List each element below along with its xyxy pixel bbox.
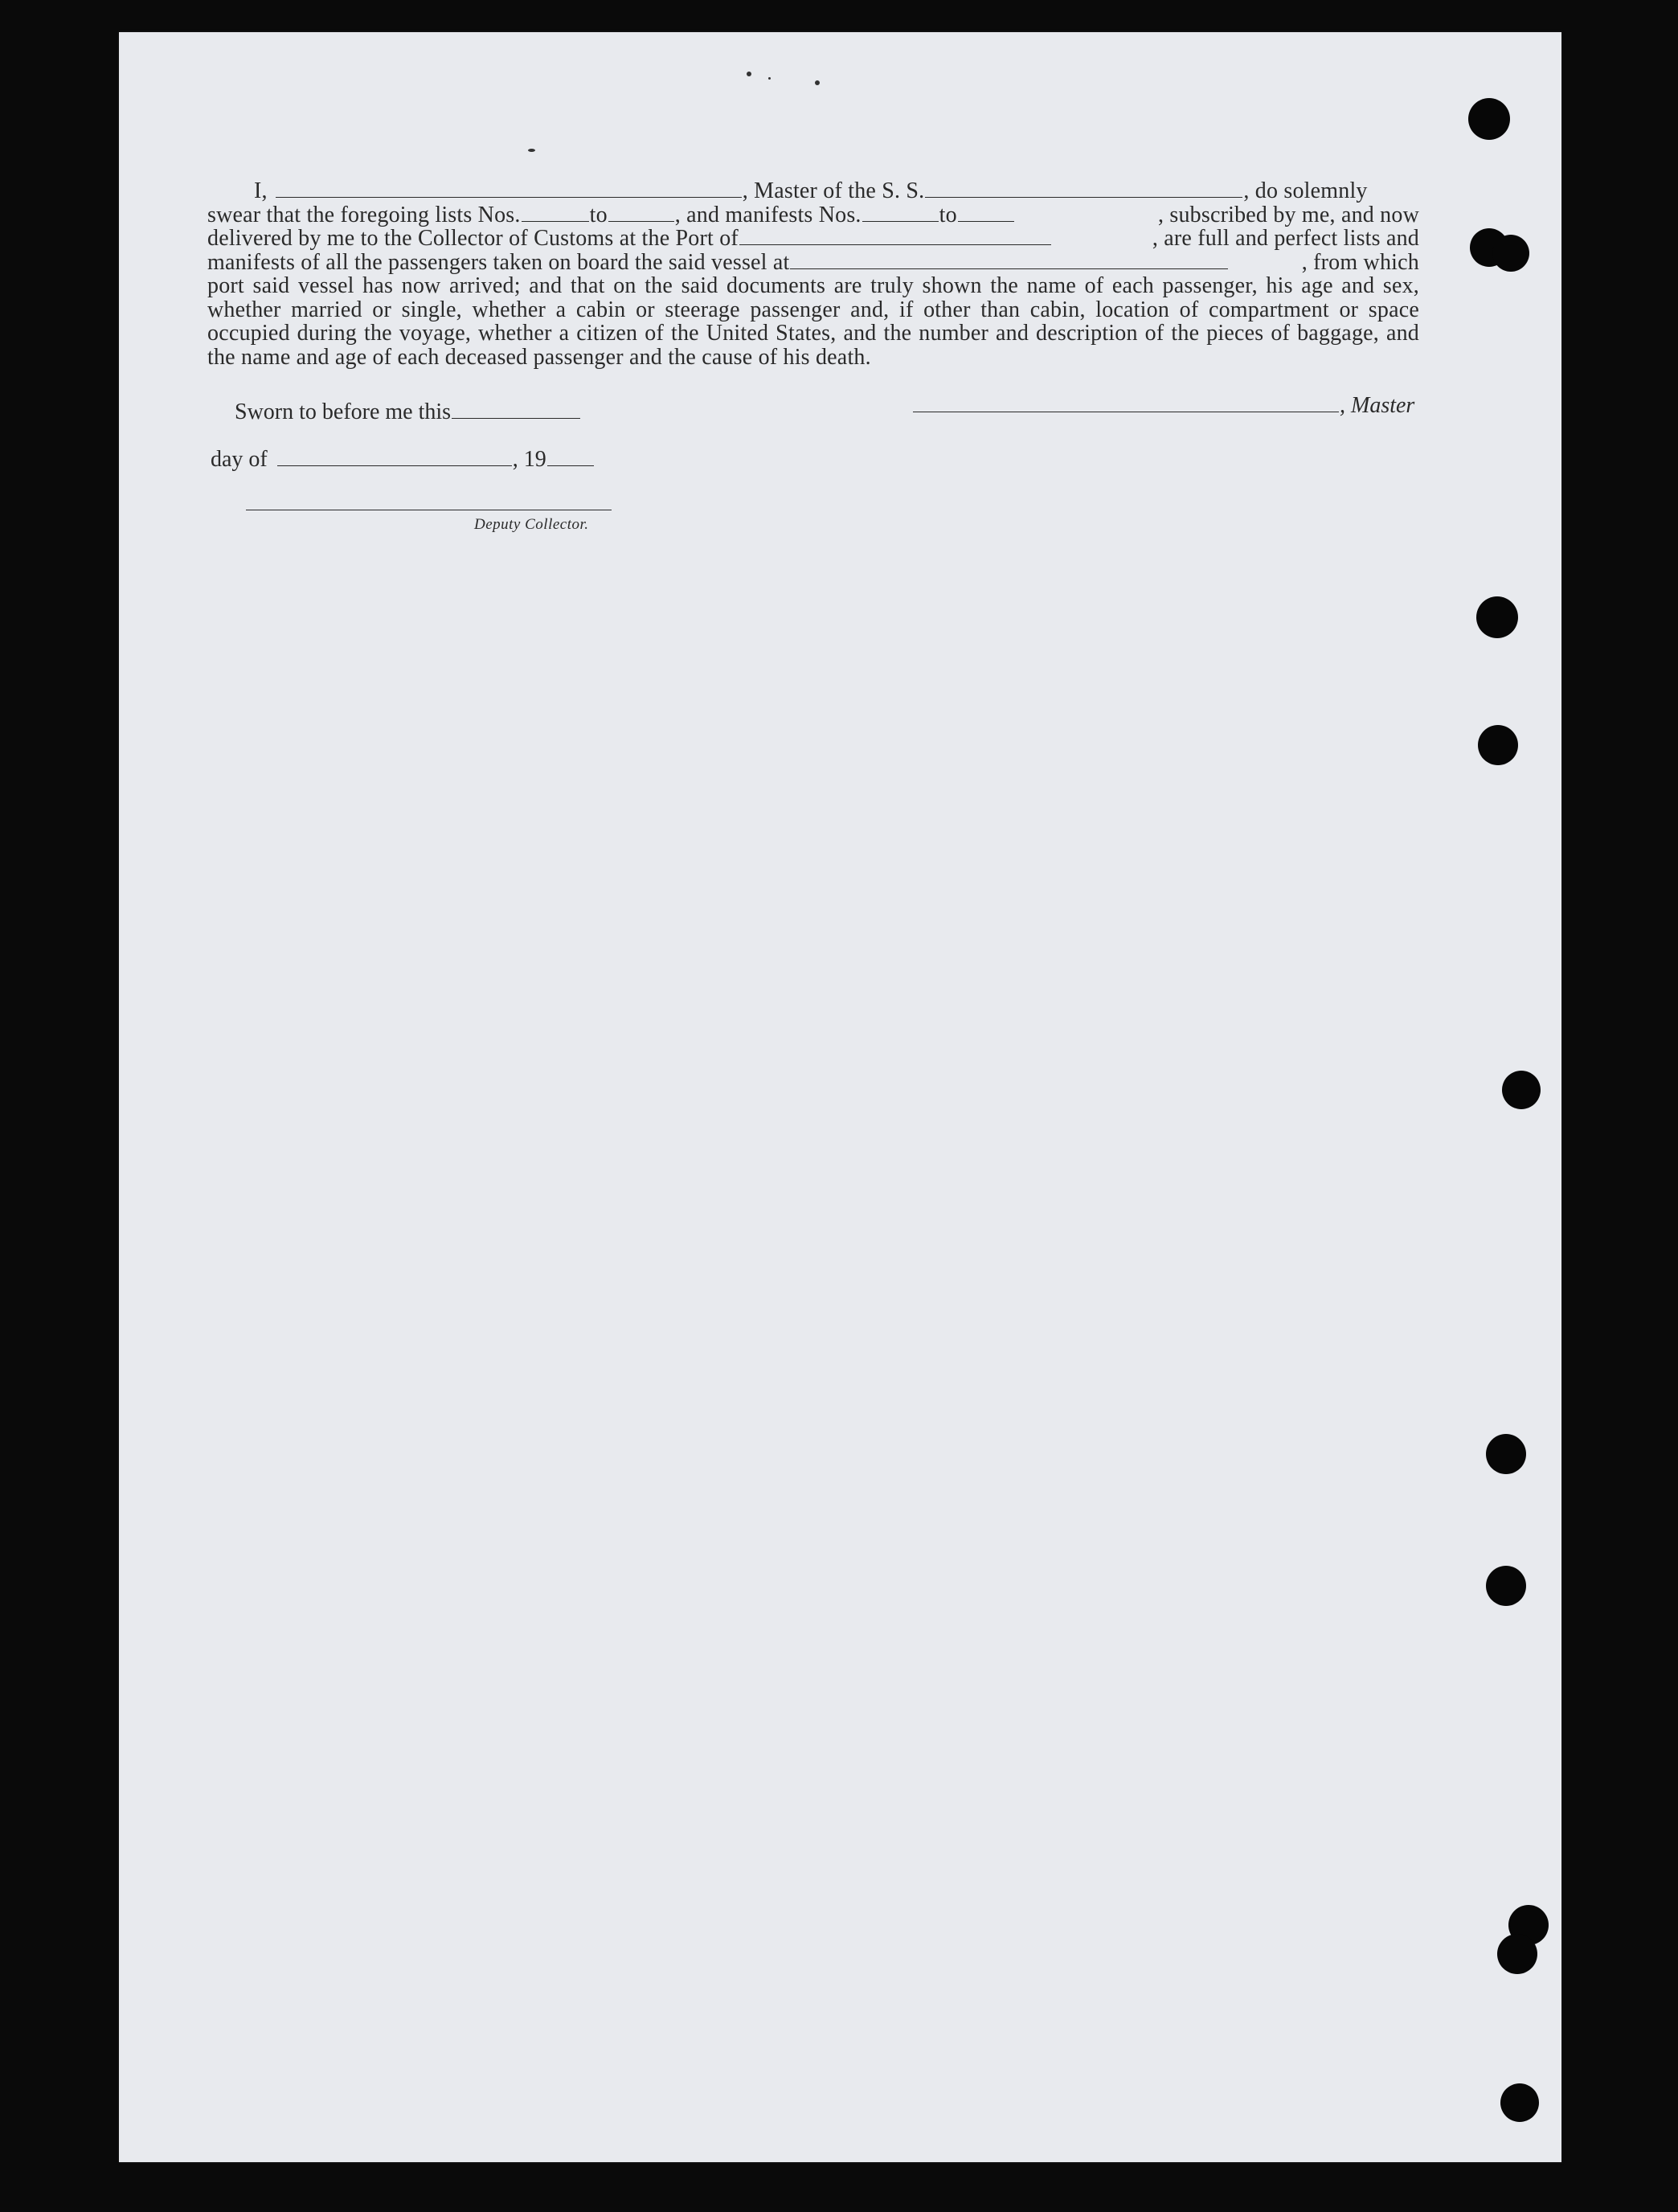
year-blank xyxy=(547,449,594,466)
manifests-nos-label: , and manifests Nos. xyxy=(674,202,862,227)
binding-hole xyxy=(1497,1934,1537,1974)
sworn-label: Sworn to before me this xyxy=(235,399,452,424)
lists-nos-label: swear that the foregoing lists Nos. xyxy=(207,202,521,227)
master-label: , Master xyxy=(1340,393,1415,418)
full-perfect-label: , are full and perfect lists and xyxy=(1152,226,1419,251)
lists-to-label: to xyxy=(589,202,608,227)
master-name-blank xyxy=(276,181,742,198)
binding-hole xyxy=(1486,1566,1526,1606)
sworn-row xyxy=(235,399,581,425)
port-blank xyxy=(739,228,1051,245)
oath-line-3 xyxy=(207,227,1419,251)
binding-hole xyxy=(1500,2083,1539,2122)
ink-speck xyxy=(768,77,771,80)
ink-speck xyxy=(528,149,535,152)
master-signature-row xyxy=(912,393,1414,419)
departure-port-blank xyxy=(790,252,1228,269)
master-of-ss-label: , Master of the S. S. xyxy=(742,178,925,203)
binding-hole xyxy=(1502,1071,1541,1109)
month-blank xyxy=(277,449,512,466)
day-of-label: day of xyxy=(211,447,268,472)
binding-hole xyxy=(1486,1434,1526,1474)
taken-on-board-label: manifests of all the passengers taken on board the said vessel at xyxy=(207,249,790,275)
port-of-label: delivered by me to the Collector of Customs at the Port of xyxy=(207,226,739,251)
oath-line-2 xyxy=(207,203,1419,227)
from-which-label: , from which xyxy=(1301,249,1419,275)
binding-hole xyxy=(1492,235,1529,272)
lists-from-blank xyxy=(522,205,589,222)
subscribed-label: , subscribed by me, and now xyxy=(1157,202,1419,227)
manifests-to-blank xyxy=(958,205,1014,222)
manifests-from-blank xyxy=(862,205,939,222)
lists-to-blank xyxy=(608,205,674,222)
manifests-to-label: to xyxy=(939,202,957,227)
binding-hole xyxy=(1468,98,1510,140)
sworn-day-blank xyxy=(452,402,580,419)
ink-speck xyxy=(747,72,751,76)
day-of-row xyxy=(211,447,595,473)
deputy-collector-label: Deputy Collector. xyxy=(474,516,589,533)
binding-hole xyxy=(1478,725,1518,765)
ship-name-blank xyxy=(925,181,1242,198)
oath-paragraph xyxy=(207,179,1419,369)
do-solemnly-label: , do solemnly xyxy=(1243,178,1368,203)
binding-hole xyxy=(1476,596,1518,638)
year-prefix-label: , 19 xyxy=(512,447,546,472)
oath-pronoun: I, xyxy=(254,178,268,203)
oath-body-text: port said vessel has now arrived; and that on the said documents are truly shown the name of each passenger, his age and sex, whether married or single, whether a cabin or steerage passenger and, if other than cabin, location of compartment or space occupied during the voyage, whether a citizen of the United States, and the number and description of the pieces of baggage, and the name and age of each deceased passenger and the cause of his death. xyxy=(207,273,1419,370)
oath-line-1 xyxy=(207,179,1419,203)
master-signature-blank xyxy=(913,395,1339,412)
oath-line-4 xyxy=(207,251,1419,275)
ink-speck xyxy=(815,80,820,85)
